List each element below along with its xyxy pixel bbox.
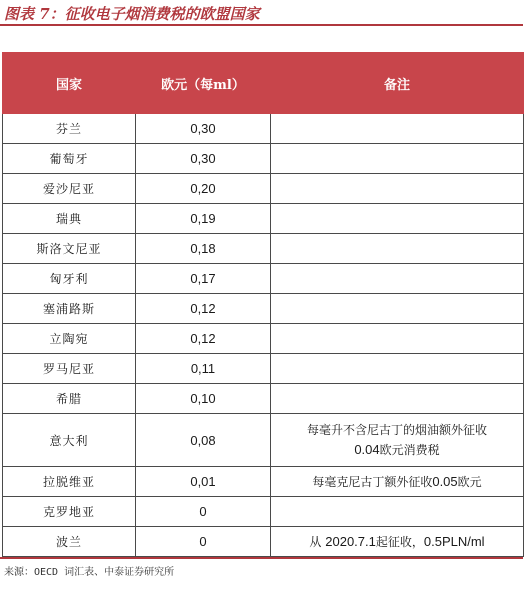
header-euro-per-ml: 欧元（每ml） [136,53,271,114]
note-amount: 0.05 [432,473,458,489]
value-cell: 0,11 [136,354,271,384]
note-cell [271,324,524,354]
table-header-row [3,53,524,114]
value-cell: 0,18 [136,234,271,264]
note-cell [271,497,524,527]
value-cell: 0,20 [136,174,271,204]
table-row [3,527,524,557]
value-cell: 0,12 [136,294,271,324]
tax-table [2,52,524,557]
note-cell [271,354,524,384]
country-cell: 匈牙利 [3,264,136,294]
value-cell: 0,19 [136,204,271,234]
value-cell: 0,12 [136,324,271,354]
table-row [3,324,524,354]
country-cell: 塞浦路斯 [3,294,136,324]
table-row [3,234,524,264]
table-row [3,264,524,294]
note-cell [271,144,524,174]
note-cell [271,527,524,557]
note-cell [271,264,524,294]
value-cell: 0 [136,527,271,557]
table-row [3,144,524,174]
country-cell: 芬兰 [3,114,136,144]
country-cell: 瑞典 [3,204,136,234]
note-cell [271,234,524,264]
header-country: 国家 [3,53,136,114]
source-note: 来源：OECD 词汇表、中泰证券研究所 [4,567,175,578]
country-cell: 克罗地亚 [3,497,136,527]
table-row [3,354,524,384]
table-row [3,467,524,497]
value-cell: 0,08 [136,414,271,467]
country-cell: 希腊 [3,384,136,414]
country-cell: 葡萄牙 [3,144,136,174]
note-middle: 起征收， [375,534,424,549]
table-row [3,114,524,144]
country-cell: 波兰 [3,527,136,557]
note-suffix: 欧元 [457,474,482,489]
table-row [3,204,524,234]
note-line-2: 欧元消费税 [379,442,440,457]
value-cell: 0,10 [136,384,271,414]
figure-title: 图表 7：征收电子烟消费税的欧盟国家 [4,5,260,23]
note-cell [271,414,524,467]
table-row [3,497,524,527]
country-cell: 意大利 [3,414,136,467]
table-row [3,384,524,414]
figure-title-bar [0,0,523,26]
value-cell: 0,01 [136,467,271,497]
note-prefix: 从 [309,534,326,549]
country-cell: 爱沙尼亚 [3,174,136,204]
country-cell: 斯洛文尼亚 [3,234,136,264]
value-cell: 0,30 [136,114,271,144]
note-date: 2020.7.1 [325,533,376,549]
note-cell [271,467,524,497]
table-row [3,174,524,204]
note-cell [271,384,524,414]
country-cell: 立陶宛 [3,324,136,354]
note-rate: 0.5PLN/ml [423,533,485,549]
source-bar [0,557,523,577]
header-notes: 备注 [271,53,524,114]
note-cell [271,294,524,324]
table-row [3,414,524,467]
value-cell: 0 [136,497,271,527]
note-prefix: 每毫克尼古丁额外征收 [312,474,433,489]
note-cell [271,204,524,234]
note-cell [271,174,524,204]
country-cell: 罗马尼亚 [3,354,136,384]
value-cell: 0,17 [136,264,271,294]
table-row [3,294,524,324]
country-cell: 拉脱维亚 [3,467,136,497]
note-line-1: 每毫升不含尼古丁的烟油额外征收 [306,422,487,437]
note-cell [271,114,524,144]
note-amount: 0.04 [354,441,380,457]
value-cell: 0,30 [136,144,271,174]
